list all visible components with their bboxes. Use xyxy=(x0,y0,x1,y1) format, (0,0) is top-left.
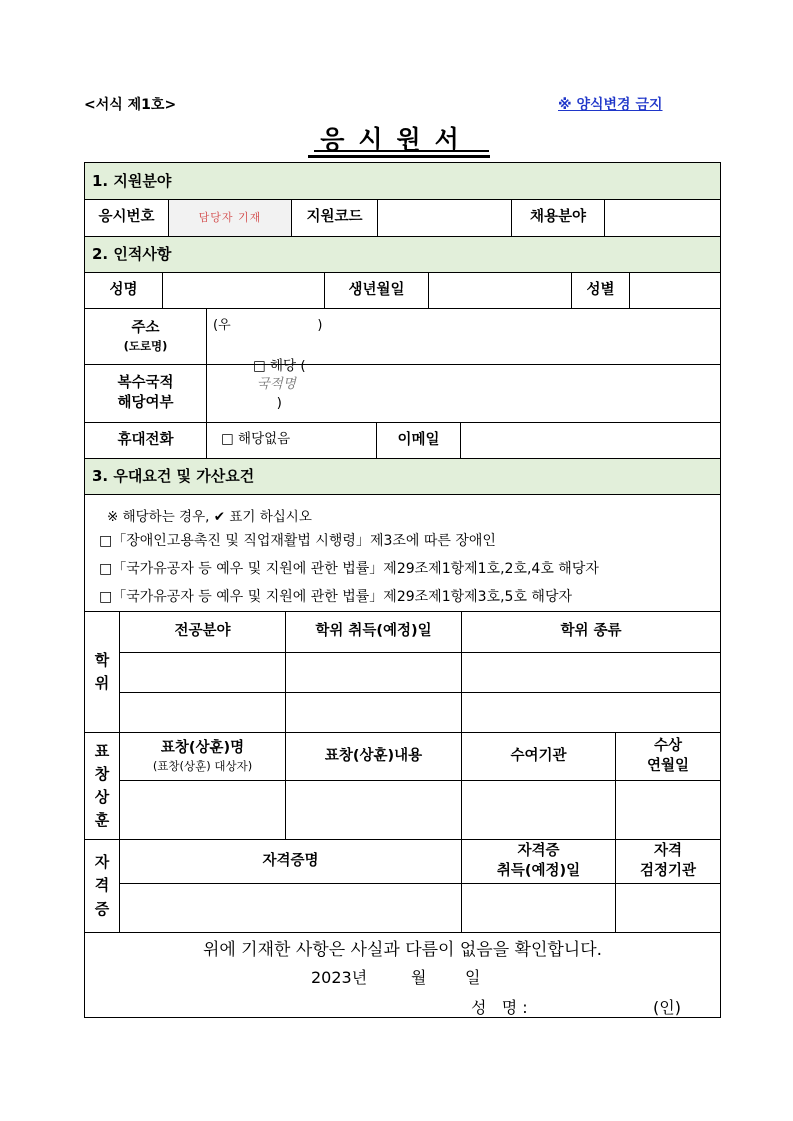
section2-heading: 2. 인적사항 xyxy=(85,237,720,273)
license-org-label-2: 검정기관 xyxy=(639,862,697,879)
option-yes-prefix: □ 해당 ( xyxy=(252,358,306,375)
award-org-input[interactable] xyxy=(462,781,616,840)
dual-nationality-label-cell xyxy=(85,365,207,423)
award-name-input[interactable] xyxy=(120,781,286,840)
no-change-notice: ※ 양식변경 금지 xyxy=(558,97,663,113)
page-title: 응시원서 xyxy=(320,125,473,154)
degree-date-input[interactable] xyxy=(286,693,462,733)
option-yes-suffix: ) xyxy=(276,394,282,411)
phone-label: 휴대전화 xyxy=(85,423,207,459)
preference-item-merit-1[interactable]: □「국가유공자 등 예우 및 지원에 관한 법률」제29조제1항제1호,2호,4호 해당자 xyxy=(99,561,599,577)
award-side-char: 상 xyxy=(94,788,110,806)
address-label: 주소 xyxy=(131,319,160,336)
gender-label: 성별 xyxy=(572,273,630,309)
form-number: <서식 제1호> xyxy=(84,97,177,113)
award-side-char: 표 xyxy=(94,741,110,760)
declaration-month: 월 xyxy=(411,968,427,987)
section3-heading: 3. 우대요건 및 가산요건 xyxy=(85,459,720,495)
award-content-input[interactable] xyxy=(286,781,462,840)
option-yes[interactable] xyxy=(221,339,312,430)
license-date-label-2: 취득(예정)일 xyxy=(496,862,581,879)
license-name-input[interactable] xyxy=(120,884,462,933)
name-label: 성명 xyxy=(85,273,163,309)
exam-number-field xyxy=(169,200,292,237)
award-name-label: 표창(상훈)명 xyxy=(160,739,245,756)
award-side-char: 훈 xyxy=(94,811,110,830)
seal-mark: (인) xyxy=(653,998,681,1017)
award-content-header: 표창(상훈)내용 xyxy=(286,733,462,781)
award-org-header: 수여기관 xyxy=(462,733,616,781)
hiring-field-label: 채용분야 xyxy=(512,200,605,237)
declaration-year: 2023년 xyxy=(311,968,368,987)
license-org-label-1: 자격 xyxy=(653,842,682,859)
degree-major-input[interactable] xyxy=(120,693,286,733)
email-label: 이메일 xyxy=(377,423,461,459)
preference-item-merit-2[interactable]: □「국가유공자 등 예우 및 지원에 관한 법률」제29조제1항제3호,5호 해당자 xyxy=(99,589,572,605)
dual-nationality-label-2: 해당여부 xyxy=(117,394,174,411)
birth-label: 생년월일 xyxy=(325,273,429,309)
license-side-label xyxy=(85,840,120,933)
email-input[interactable] xyxy=(461,423,720,459)
preference-item-disabled[interactable]: □「장애인고용촉진 및 직업재활법 시행령」제3조에 따른 장애인 xyxy=(99,533,496,549)
support-code-label: 지원코드 xyxy=(292,200,378,237)
license-side-char: 자 xyxy=(94,853,110,872)
degree-major-header: 전공분야 xyxy=(120,612,286,653)
title-underline-thick xyxy=(308,155,490,158)
award-date-label-2: 연월일 xyxy=(646,757,690,774)
license-org-input[interactable] xyxy=(616,884,720,933)
dual-nationality-label-1: 복수국적 xyxy=(117,374,174,391)
degree-major-input[interactable] xyxy=(120,653,286,693)
degree-side-char: 학 xyxy=(94,650,110,669)
license-date-header xyxy=(462,840,616,884)
section1-heading: 1. 지원분야 xyxy=(85,163,720,200)
award-name-header xyxy=(120,733,286,781)
signature-label: 성 명 : xyxy=(471,998,528,1017)
application-form xyxy=(84,162,721,1018)
license-org-header xyxy=(616,840,720,884)
address-input[interactable]: (우 ) xyxy=(207,309,720,365)
award-side-label xyxy=(85,733,120,840)
option-yes-placeholder: 국적명 xyxy=(256,376,296,393)
award-side-char: 창 xyxy=(94,764,110,783)
degree-side-char: 위 xyxy=(94,674,110,692)
support-code-input[interactable] xyxy=(378,200,512,237)
degree-type-input[interactable] xyxy=(462,693,720,733)
exam-number-placeholder: 담당자 기재 xyxy=(198,210,262,224)
birth-input[interactable] xyxy=(429,273,572,309)
degree-date-header: 학위 취득(예정)일 xyxy=(286,612,462,653)
license-name-header: 자격증명 xyxy=(120,840,462,884)
license-side-char: 격 xyxy=(94,876,110,895)
degree-side-label xyxy=(85,612,120,733)
hiring-field-input[interactable] xyxy=(605,200,720,237)
option-no[interactable]: □ 해당없음 xyxy=(221,430,291,447)
preference-note: ※ 해당하는 경우, ✔ 표기 하십시오 xyxy=(107,509,312,525)
degree-date-input[interactable] xyxy=(286,653,462,693)
award-name-sub-label: (표창(상훈) 대상자) xyxy=(152,758,253,773)
declaration-statement: 위에 기재한 사항은 사실과 다름이 없음을 확인합니다. xyxy=(202,940,603,960)
exam-number-label: 응시번호 xyxy=(85,200,169,237)
address-sub-label: (도로명) xyxy=(123,338,168,353)
phone-input[interactable] xyxy=(207,423,377,459)
gender-input[interactable] xyxy=(630,273,720,309)
title-underline xyxy=(314,150,489,152)
address-label-cell xyxy=(85,309,207,365)
declaration-day: 일 xyxy=(465,968,481,987)
license-date-input[interactable] xyxy=(462,884,616,933)
name-input[interactable] xyxy=(163,273,325,309)
award-date-label-1: 수상 xyxy=(653,737,682,754)
award-date-header xyxy=(616,733,720,781)
degree-type-input[interactable] xyxy=(462,653,720,693)
license-date-label-1: 자격증 xyxy=(517,842,560,859)
degree-type-header: 학위 종류 xyxy=(462,612,720,653)
license-side-char: 증 xyxy=(94,899,110,918)
award-date-input[interactable] xyxy=(616,781,720,840)
